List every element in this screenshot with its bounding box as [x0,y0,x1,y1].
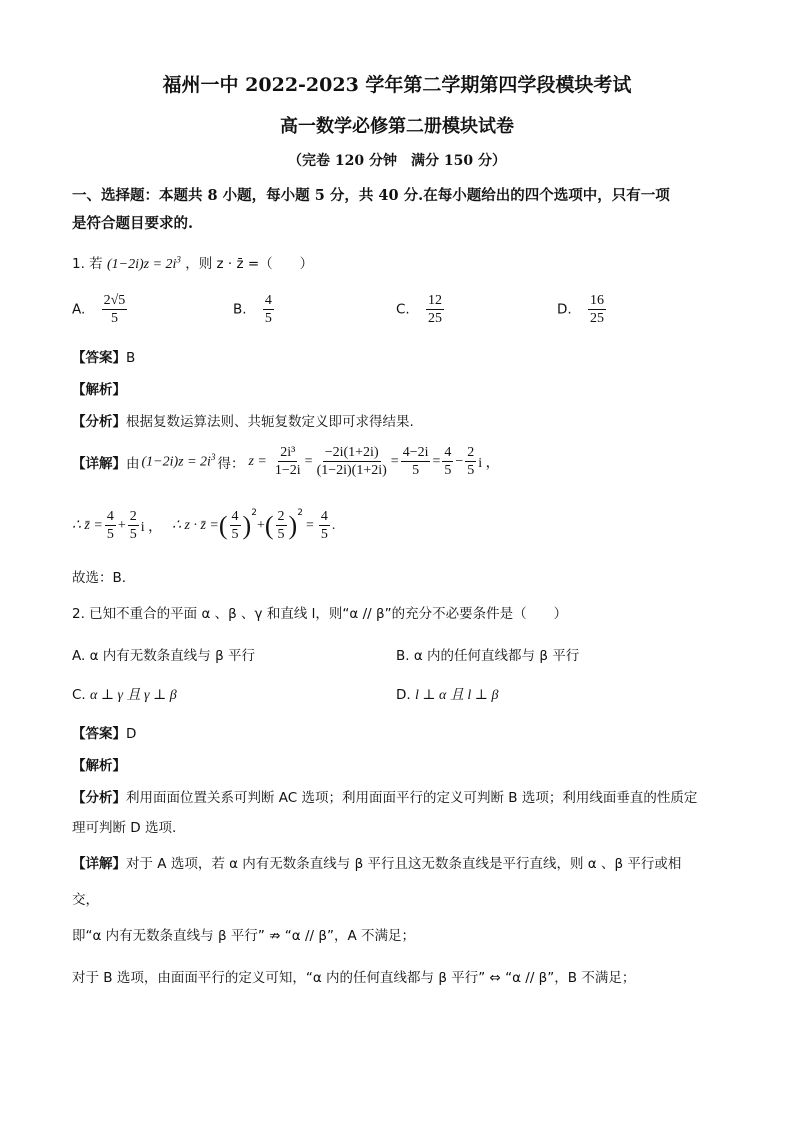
q1-analysis-tag: 【解析】 [72,382,126,398]
q2-option-d: D. l ⊥ α 且 l ⊥ β [396,687,499,703]
q1-stem [72,252,313,273]
q1-number: 1. 若 [72,256,103,272]
q2-detail-line2: 交， [72,892,99,908]
q2-detail-line4: 对于 B 选项，由面面平行的定义可知，“α 内的任何直线都与 β 平行” ⇔ “α // β”，B 不满足； [72,970,636,986]
q1-detail-step2: ∴ z̄ = $\frac{4}{5}$ + $\frac{2}{5}$ i ， ∴ z · z̄ = ( $\frac{4}{5}$ ) $^2$ + ( $\frac{2}{5}$ ) $^2$ = $\frac{4}{5}$ . [72,508,336,542]
q1-option-d: D. $\frac{16}{25}$ [557,293,604,326]
q1-fenxi: 【分析】根据复数运算法则、共轭复数定义即可求得结果. [72,414,414,430]
q1-conclusion: 故选：B. [72,570,127,586]
q2-analysis-tag: 【解析】 [72,758,126,774]
q1-option-a: A. $\frac{2√5}{5}$ [72,293,126,326]
q2-answer: 【答案】D [72,726,137,742]
q1-option-c: C. $\frac{12}{25}$ [396,293,443,326]
q1-answer: 【答案】B [72,350,136,366]
section-heading-line1: 一、选择题：本题共 8 小题，每小题 5 分，共 40 分.在每小题给出的四个选项中，只有一项 [72,187,670,204]
exam-title: 福州一中 2022-2023 学年第二学期第四学段模块考试 [162,74,632,96]
q2-fenxi-line1: 【分析】利用面面位置关系可判断 AC 选项；利用面面平行的定义可判断 B 选项；利用线面垂直的性质定 [72,790,698,806]
q2-stem: 2. 已知不重合的平面 α 、β 、γ 和直线 l，则“α // β”的充分不必要条件是（ ） [72,606,568,622]
q1-condition: $(1-2i)z = 2i^3$ [106,254,181,272]
q1-option-b: B. $\frac{4}{5}$ [233,293,272,326]
q1-detail-step1: 【详解】 由 $(1-2i)z = 2i^3$ 得： z = $\frac{\text{2i³}}{1-2i}$ = $\frac{-2i(1+2i)}{(1-2i)(1+2i)}$ = $\frac{4-2i}{5}$ = $\frac{4}{5}$ − $\frac{2}{5}$ i ， [72,445,500,478]
q2-detail-line1: 【详解】对于 A 选项，若 α 内有无数条直线与 β 平行且这无数条直线是平行直线，则 α 、β 平行或相 [72,856,682,872]
q2-fenxi-line2: 理可判断 D 选项. [72,820,177,836]
q2-option-b: B. α 内的任何直线都与 β 平行 [396,648,580,664]
exam-subtitle: 高一数学必修第二册模块试卷 [280,116,514,137]
q1-ask: ，则 z · z̄ =（ ） [185,256,314,272]
q2-option-c: C. α ⊥ γ 且 γ ⊥ β [72,687,177,703]
exam-note: （完卷 120 分钟 满分 150 分） [288,153,506,169]
q2-option-a: A. α 内有无数条直线与 β 平行 [72,648,255,664]
section-heading-line2: 是符合题目要求的. [72,215,194,232]
q2-detail-line3: 即“α 内有无数条直线与 β 平行” ⇏ “α // β”，A 不满足； [72,928,415,944]
